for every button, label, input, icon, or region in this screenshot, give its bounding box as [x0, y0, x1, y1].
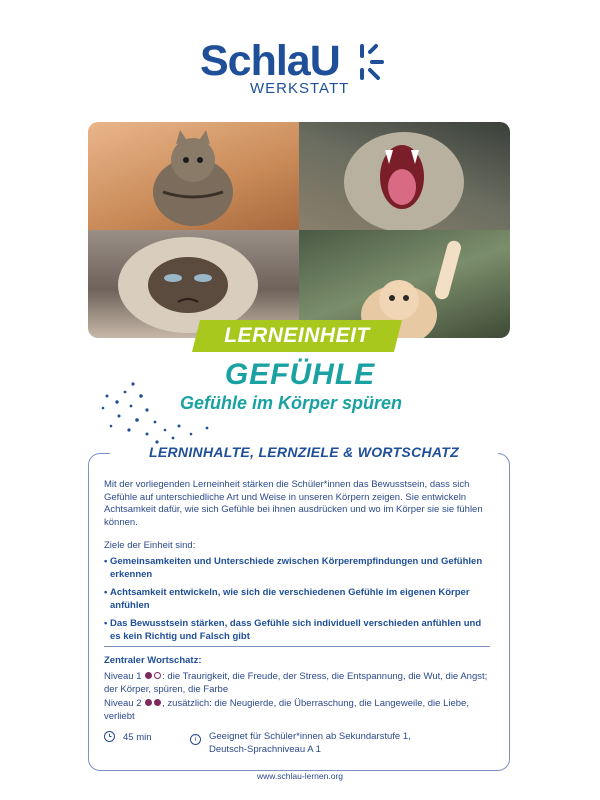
- goal-text: Das Bewusstsein stärken, dass Gefühle sich individuell verschieden anfühlen und es kein Richtig und Falsch gibt: [110, 618, 482, 642]
- goal-item: • Achtsamkeit entwickeln, wie sich die verschiedenen Gefühle im eigenen Körper anfühlen: [104, 587, 500, 612]
- clock-icon: [104, 731, 115, 742]
- unit-type-banner: LERNEINHEIT: [224, 324, 370, 347]
- logo-main-text: SchlaU: [200, 37, 340, 85]
- level-2-words: , zusätzlich: die Neugierde, die Überraschung, die Langeweile, die Liebe, verliebt: [104, 698, 469, 722]
- level-1-words: : die Traurigkeit, die Freude, der Stress, die Entspannung, die Wut, die Angst; der Körper, spüren, die Farbe: [104, 671, 488, 695]
- logo-sub-text: WERKSTATT: [250, 80, 350, 97]
- intro-paragraph: Mit der vorliegenden Lerneinheit stärken die Schüler*innen das Bewusstsein, dass sich Gefühle auf unterschiedliche Art und Weise in unseren Körpern zeigen. Sie entwickeln Achtsamkeit dafür, wie sich Gefühle bei ihnen ausdrücken und wo im Körper sie sie fühlen können.: [104, 479, 483, 528]
- goal-text: Gemeinsamkeiten und Unterschiede zwischen Körperempfindungen und Gefühlen erkennen: [110, 556, 483, 580]
- page-title: GEFÜHLE: [224, 358, 376, 391]
- level-filled-dot-icon: [154, 699, 161, 706]
- duration: [104, 731, 152, 743]
- logo: [200, 38, 400, 100]
- info-icon: i: [190, 734, 201, 745]
- website-link[interactable]: www.schlau-lernen.org: [249, 771, 351, 781]
- suitability-note: [190, 731, 411, 756]
- vocabulary-heading: Zentraler Wortschatz:: [104, 655, 202, 666]
- level-1-vocabulary: [104, 671, 500, 696]
- goal-item: • Gemeinsamkeiten und Unterschiede zwischen Körperempfindungen und Gefühlen erkennen: [104, 556, 500, 581]
- level-2-label: Niveau 2: [104, 698, 142, 709]
- level-filled-dot-icon: [145, 672, 152, 679]
- footer: [0, 766, 600, 784]
- duration-text: 45 min: [123, 732, 152, 743]
- goals-heading: Ziele der Einheit sind:: [104, 540, 196, 551]
- suitability-line-1: Geeignet für Schüler*innen ab Sekundarstufe 1,: [209, 731, 411, 742]
- level-2-vocabulary: [104, 698, 500, 723]
- level-filled-dot-icon: [145, 699, 152, 706]
- sun-rays-icon: [350, 42, 390, 82]
- cat-yawning-photo: [299, 122, 510, 230]
- page-subtitle: Gefühle im Körper spüren: [180, 393, 403, 413]
- goal-text: Achtsamkeit entwickeln, wie sich die verschiedenen Gefühle im eigenen Körper anfühlen: [110, 587, 470, 611]
- photo-collage: [88, 122, 510, 338]
- suitability-line-2: Deutsch-Sprachniveau A 1: [209, 743, 321, 755]
- goal-item: • Das Bewusstsein stärken, dass Gefühle sich individuell verschieden anfühlen und es kein Richtig und Falsch gibt: [104, 618, 500, 643]
- divider: [104, 646, 490, 647]
- level-empty-dot-icon: [154, 672, 161, 679]
- level-1-label: Niveau 1: [104, 671, 142, 682]
- section-heading: LERNINHALTE, LERNZIELE & WORTSCHATZ: [110, 444, 498, 460]
- cat-sitting-photo: [88, 122, 299, 230]
